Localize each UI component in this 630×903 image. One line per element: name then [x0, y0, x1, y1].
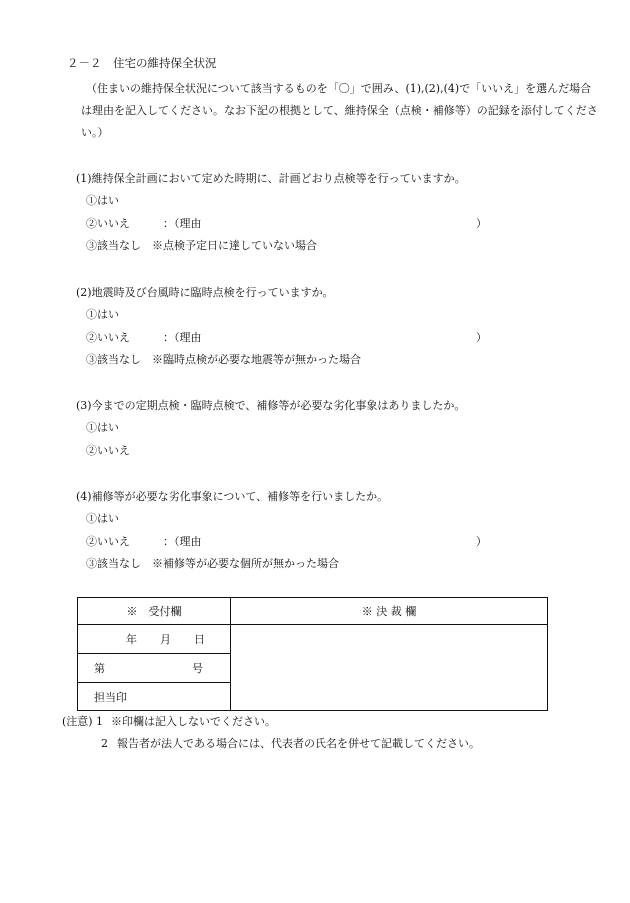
number-suffix-label: 号 [192, 662, 203, 675]
number-cell[interactable] [78, 654, 231, 683]
question-4-reason-close: ） [476, 535, 487, 548]
question-1-option-na[interactable]: ③該当なし ※点検予定日に達していない場合 [86, 239, 317, 252]
intro-line-2: は理由を記入してください。なお下記の根拠として、維持保全（点検・補修等）の記録を添付してくださ [81, 104, 598, 117]
reception-header: ※ 受付欄 [78, 598, 231, 625]
question-2-label: (2)地震時及び台風時に臨時点検を行っていますか。 [76, 286, 334, 299]
date-month-label: 月 [160, 633, 171, 646]
question-1-option-no[interactable]: ②いいえ [86, 217, 130, 230]
question-1-reason-open: ：（理由 [163, 217, 202, 230]
question-2-option-na[interactable]: ③該当なし ※臨時点検が必要な地震等が無かった場合 [86, 353, 361, 366]
question-3-label: (3)今までの定期点検・臨時点検で、補修等が必要な劣化事象はありましたか。 [76, 399, 466, 412]
person-in-charge-label: 担当印 [94, 690, 127, 704]
question-4-option-yes[interactable]: ①はい [86, 512, 119, 525]
note-2-number: 2 [101, 737, 108, 750]
reception-decision-table [77, 597, 548, 711]
note-2-text: 報告者が法人である場合には、代表者の氏名を併せて記載してください。 [117, 737, 480, 750]
question-2-option-no[interactable]: ②いいえ [86, 331, 130, 344]
notes-label: (注意) [62, 715, 93, 728]
question-1-label: (1)維持保全計画において定めた時期に、計画どおり点検等を行っていますか。 [76, 172, 466, 185]
question-3-option-yes[interactable]: ①はい [86, 421, 119, 434]
question-2-reason-close: ） [476, 331, 487, 344]
date-year-label: 年 [126, 633, 137, 646]
section-title: ２－２ 住宅の維持保全状況 [67, 56, 217, 70]
person-in-charge-cell[interactable] [78, 683, 231, 711]
question-4-option-na[interactable]: ③該当なし ※補修等が必要な個所が無かった場合 [86, 557, 339, 570]
note-1-text: ※印欄は記入しないでください。 [111, 715, 276, 728]
intro-line-1: （住まいの維持保全状況について該当するものを「〇」で囲み、(1),(2),(4)で「いいえ」を選んだ場合 [86, 82, 592, 95]
question-4-reason-open: ：（理由 [163, 535, 202, 548]
intro-line-3: い。） [81, 126, 109, 139]
question-3-option-no[interactable]: ②いいえ [86, 444, 130, 457]
question-4-label: (4)補修等が必要な劣化事象について、補修等を行いましたか。 [76, 490, 389, 503]
decision-header: ※ 決 裁 欄 [231, 598, 548, 625]
note-1-number: 1 [96, 715, 103, 728]
question-1-option-yes[interactable]: ①はい [86, 194, 119, 207]
question-1-reason-close: ） [476, 217, 487, 230]
question-4-option-no[interactable]: ②いいえ [86, 535, 130, 548]
date-day-label: 日 [194, 633, 205, 646]
question-2-option-yes[interactable]: ①はい [86, 308, 119, 321]
question-2-reason-open: ：（理由 [163, 331, 202, 344]
date-cell[interactable] [78, 625, 231, 654]
decision-area[interactable] [231, 625, 548, 711]
number-prefix-label: 第 [94, 662, 105, 675]
